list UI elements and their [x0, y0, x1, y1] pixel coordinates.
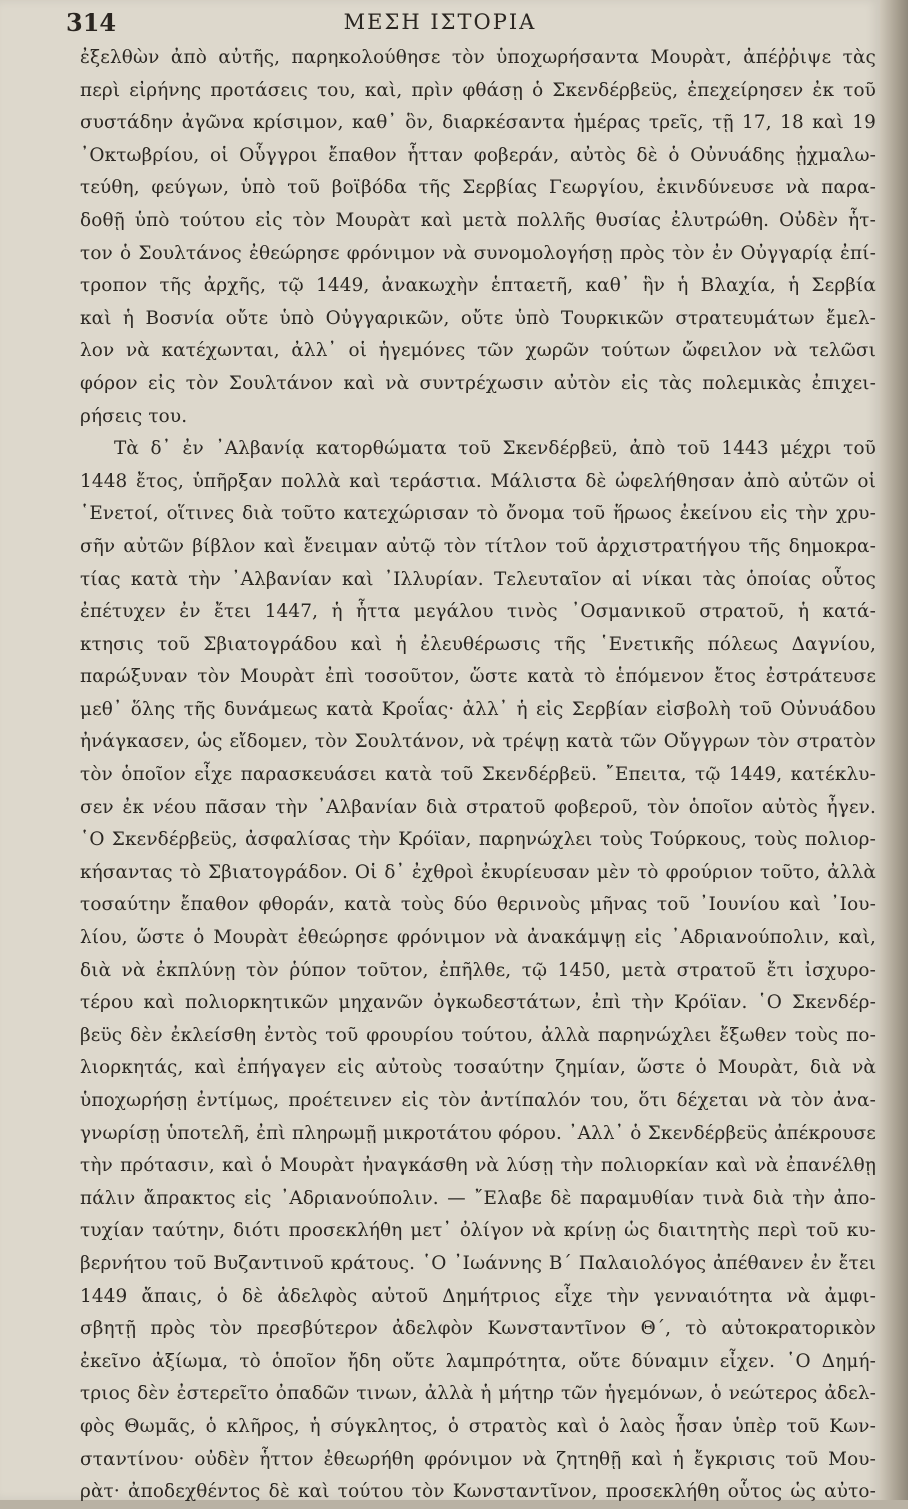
- text-line: λον νὰ κατέχωνται, ἀλλ᾿ οἱ ἡγεμόνες τῶν χωρῶν τούτων ὤφειλον νὰ τελῶσι: [80, 340, 876, 362]
- text-line: λίου, ὥστε ὁ Μουρὰτ ἐθεώρησε φρόνιμον νὰ ἀνακάμψῃ εἰς ᾿Αδριανούπολιν, καὶ,: [80, 927, 876, 949]
- text-line: διὰ νὰ ἐκπλύνῃ τὸν ῥύπον τοῦτον, ἐπῆλθε, τῷ 1450, μετὰ στρατοῦ ἔτι ἰσχυρο-: [80, 959, 876, 981]
- text-line: τὸν ὁποῖον εἶχε παρασκευάσει κατὰ τοῦ Σκενδέρβεϋ. ῎Επειτα, τῷ 1449, κατέκλυ-: [80, 764, 876, 786]
- text-line: περὶ εἰρήνης προτάσεις του, καὶ, πρὶν φθάσῃ ὁ Σκενδέρβεϋς, ἐπεχείρησεν ἐκ τοῦ: [80, 79, 876, 101]
- text-line: 1448 ἔτος, ὑπῆρξαν πολλὰ καὶ τεράστια. Μάλιστα δὲ ὠφελήθησαν ἀπὸ αὐτῶν οἱ: [80, 470, 876, 492]
- text-line: φόρον εἰς τὸν Σουλτάνον καὶ νὰ συντρέχωσιν αὐτὸν εἰς τὰς πολεμικὰς ἐπιχει-: [80, 372, 876, 394]
- text-line: ἐκεῖνο ἀξίωμα, τὸ ὁποῖον ἤδη οὔτε λαμπρότητα, οὔτε δύναμιν εἶχεν. ῾Ο Δημή-: [80, 1350, 876, 1372]
- text-line: γνωρίσῃ ὑποτελῆ, ἐπὶ πληρωμῇ μικροτάτου φόρου. ᾿Αλλ᾿ ὁ Σκενδέρβεϋς ἀπέκρουσε: [80, 1122, 876, 1144]
- paragraph-start-line: Τὰ δ᾿ ἐν ᾿Αλβανίᾳ κατορθώματα τοῦ Σκενδέρβεϋ, ἀπὸ τοῦ 1443 μέχρι τοῦ: [114, 438, 876, 460]
- text-line: τὴν πρότασιν, καὶ ὁ Μουρὰτ ἠναγκάσθη νὰ λύσῃ τὴν πολιορκίαν καὶ νὰ ἐπανέλθῃ: [80, 1155, 876, 1177]
- text-line: ἐπέτυχεν ἐν ἔτει 1447, ἡ ἧττα μεγάλου τινὸς ᾿Οσμανικοῦ στρατοῦ, ἡ κατά-: [80, 601, 876, 623]
- page-edge: [880, 0, 908, 1500]
- text-line: ᾿Οκτωβρίου, οἱ Οὗγγροι ἔπαθον ἧτταν φοβεράν, αὐτὸς δὲ ὁ Οὐνυάδης ᾐχμαλω-: [80, 144, 876, 166]
- text-line: τεύθη, φεύγων, ὑπὸ τοῦ βοϊβόδα τῆς Σερβίας Γεωργίου, ἐκινδύνευσε νὰ παρα-: [80, 177, 876, 199]
- text-line: λιορκητάς, καὶ ἐπήγαγεν εἰς αὐτοὺς τοσαύτην ζημίαν, ὥστε ὁ Μουρὰτ, διὰ νὰ: [80, 1057, 876, 1079]
- text-line: καὶ ἡ Βοσνία οὔτε ὑπὸ Οὐγγαρικῶν, οὔτε ὑπὸ Τουρκικῶν στρατευμάτων ἔμελ-: [80, 307, 876, 329]
- text-line: κτησις τοῦ Σβιατογράδου καὶ ἡ ἐλευθέρωσις τῆς ῾Ενετικῆς πόλεως Δαγνίου,: [80, 633, 876, 655]
- text-line: φὸς Θωμᾶς, ὁ κλῆρος, ἡ σύγκλητος, ὁ στρατὸς καὶ ὁ λαὸς ἦσαν ὑπὲρ τοῦ Κων-: [80, 1415, 876, 1437]
- text-line: σῆν αὐτῶν βίβλον καὶ ἔνειμαν αὐτῷ τὸν τίτλον τοῦ ἀρχιστρατήγου τῆς δημοκρα-: [80, 535, 876, 557]
- text-line: ἠνάγκασεν, ὡς εἴδομεν, τὸν Σουλτάνον, νὰ τρέψῃ κατὰ τῶν Οὔγγρων τὸν στρατὸν: [80, 731, 876, 753]
- page-header: [0, 4, 880, 40]
- running-title: ΜΕΣΗ ΙΣΤΟΡΙΑ: [343, 10, 537, 34]
- body-text: [80, 42, 876, 1509]
- text-line: συστάδην ἀγῶνα κρίσιμον, καθ᾿ ὃν, διαρκέσαντα ἡμέρας τρεῖς, τῇ 17, 18 καὶ 19: [80, 112, 876, 134]
- text-line: βεϋς δὲν ἐκλείσθη ἐντὸς τοῦ φρουρίου τούτου, ἀλλὰ παρηνώχλει ἔξωθεν τοὺς πο-: [80, 1024, 876, 1046]
- text-line: ῾Ο Σκενδέρβεϋς, ἀσφαλίσας τὴν Κρόϊαν, παρηνώχλει τοὺς Τούρκους, τοὺς πολιορ-: [80, 829, 876, 851]
- text-line: βερνήτου τοῦ Βυζαντινοῦ κράτους. ῾Ο ᾿Ιωάννης Β΄ Παλαιολόγος ἀπέθανεν ἐν ἔτει: [80, 1252, 876, 1274]
- text-line: τυχίαν ταύτην, διότι προσεκλήθη μετ᾿ ὀλίγον νὰ κρίνῃ ὡς διαιτητὴς περὶ τοῦ κυ-: [80, 1220, 876, 1242]
- text-line: ρήσεις του.: [80, 405, 188, 427]
- text-line: ὑποχωρήσῃ ἐντίμως, προέτεινεν εἰς τὸν ἀντίπαλόν του, ὅτι δέχεται νὰ τὸν ἀνα-: [80, 1090, 876, 1111]
- text-line: ῾Ενετοί, οἵτινες διὰ τοῦτο κατεχώρισαν τὸ ὄνομα τοῦ ἥρωος ἐκείνου εἰς τὴν χρυ-: [80, 503, 876, 525]
- text-line: δοθῇ ὑπὸ τούτου εἰς τὸν Μουρὰτ καὶ μετὰ πολλῆς θυσίας ἐλυτρώθη. Οὐδὲν ἧτ-: [80, 209, 876, 231]
- text-line: ρὰτ· ἀποδεχθέντος δὲ καὶ τούτου τὸν Κωνσταντῖνον, προσεκλήθη οὗτος ὡς αὐτο-: [80, 1481, 876, 1503]
- text-line: τριος δὲν ἐστερεῖτο ὀπαδῶν τινων, ἀλλὰ ἡ μήτηρ τῶν ἡγεμόνων, ὁ νεώτερος ἀδελ-: [80, 1383, 876, 1405]
- text-line: σβητῇ πρὸς τὸν πρεσβύτερον ἀδελφὸν Κωνσταντῖνον Θ΄, τὸ αὐτοκρατορικὸν: [80, 1318, 876, 1340]
- text-line: τοσαύτην ἔπαθον φθοράν, κατὰ τοὺς δύο θερινοὺς μῆνας τοῦ ᾿Ιουνίου καὶ ᾿Ιου-: [80, 894, 876, 916]
- text-line: παρώξυναν τὸν Μουρὰτ ἐπὶ τοσοῦτον, ὥστε κατὰ τὸ ἑπόμενον ἔτος ἐστράτευσε: [80, 666, 876, 688]
- text-line: σταντίνου· οὐδὲν ἧττον ἐθεωρήθη φρόνιμον νὰ ζητηθῇ καὶ ἡ ἔγκρισις τοῦ Μου-: [80, 1448, 876, 1470]
- text-line: σεν ἐκ νέου πᾶσαν τὴν ᾿Αλβανίαν διὰ στρατοῦ φοβεροῦ, τὸν ὁποῖον αὐτὸς ἦγεν.: [80, 796, 876, 818]
- text-line: τον ὁ Σουλτάνος ἐθεώρησε φρόνιμον νὰ συνομολογήσῃ πρὸς τὸν ἐν Οὐγγαρίᾳ ἐπί-: [80, 242, 876, 264]
- text-line: μεθ᾿ ὅλης τῆς δυνάμεως κατὰ Κροΐας· ἀλλ᾿ ἡ εἰς Σερβίαν εἰσβολὴ τοῦ Οὐνυάδου: [80, 698, 876, 720]
- text-line: τίας κατὰ τὴν ᾿Αλβανίαν καὶ ᾿Ιλλυρίαν. Τελευταῖον αἱ νίκαι τὰς ὁποίας οὗτος: [80, 568, 876, 590]
- page-number: 314: [66, 8, 117, 37]
- text-line: τροπον τῆς ἀρχῆς, τῷ 1449, ἀνακωχὴν ἑπταετῆ, καθ᾿ ἣν ἡ Βλαχία, ἡ Σερβία: [80, 275, 876, 297]
- text-line: τέρου καὶ πολιορκητικῶν μηχανῶν ὀγκωδεστάτων, ἐπὶ τὴν Κρόϊαν. ῾Ο Σκενδέρ-: [80, 992, 876, 1014]
- text-line: πάλιν ἄπρακτος εἰς ᾿Αδριανούπολιν. — ῎Ελαβε δὲ παραμυθίαν τινὰ διὰ τὴν ἀπο-: [80, 1187, 876, 1209]
- text-line: κήσαντας τὸ Σβιατογράδον. Οἱ δ᾿ ἐχθροὶ ἐκυρίευσαν μὲν τὸ φρούριον τοῦτο, ἀλλὰ: [80, 861, 876, 883]
- text-line: ἐξελθὼν ἀπὸ αὐτῆς, παρηκολούθησε τὸν ὑποχωρήσαντα Μουρὰτ, ἀπέῤῥιψε τὰς: [80, 47, 876, 68]
- text-line: 1449 ἄπαις, ὁ δὲ ἀδελφὸς αὐτοῦ Δημήτριος εἶχε τὴν γενναιότητα νὰ ἀμφι-: [80, 1285, 876, 1307]
